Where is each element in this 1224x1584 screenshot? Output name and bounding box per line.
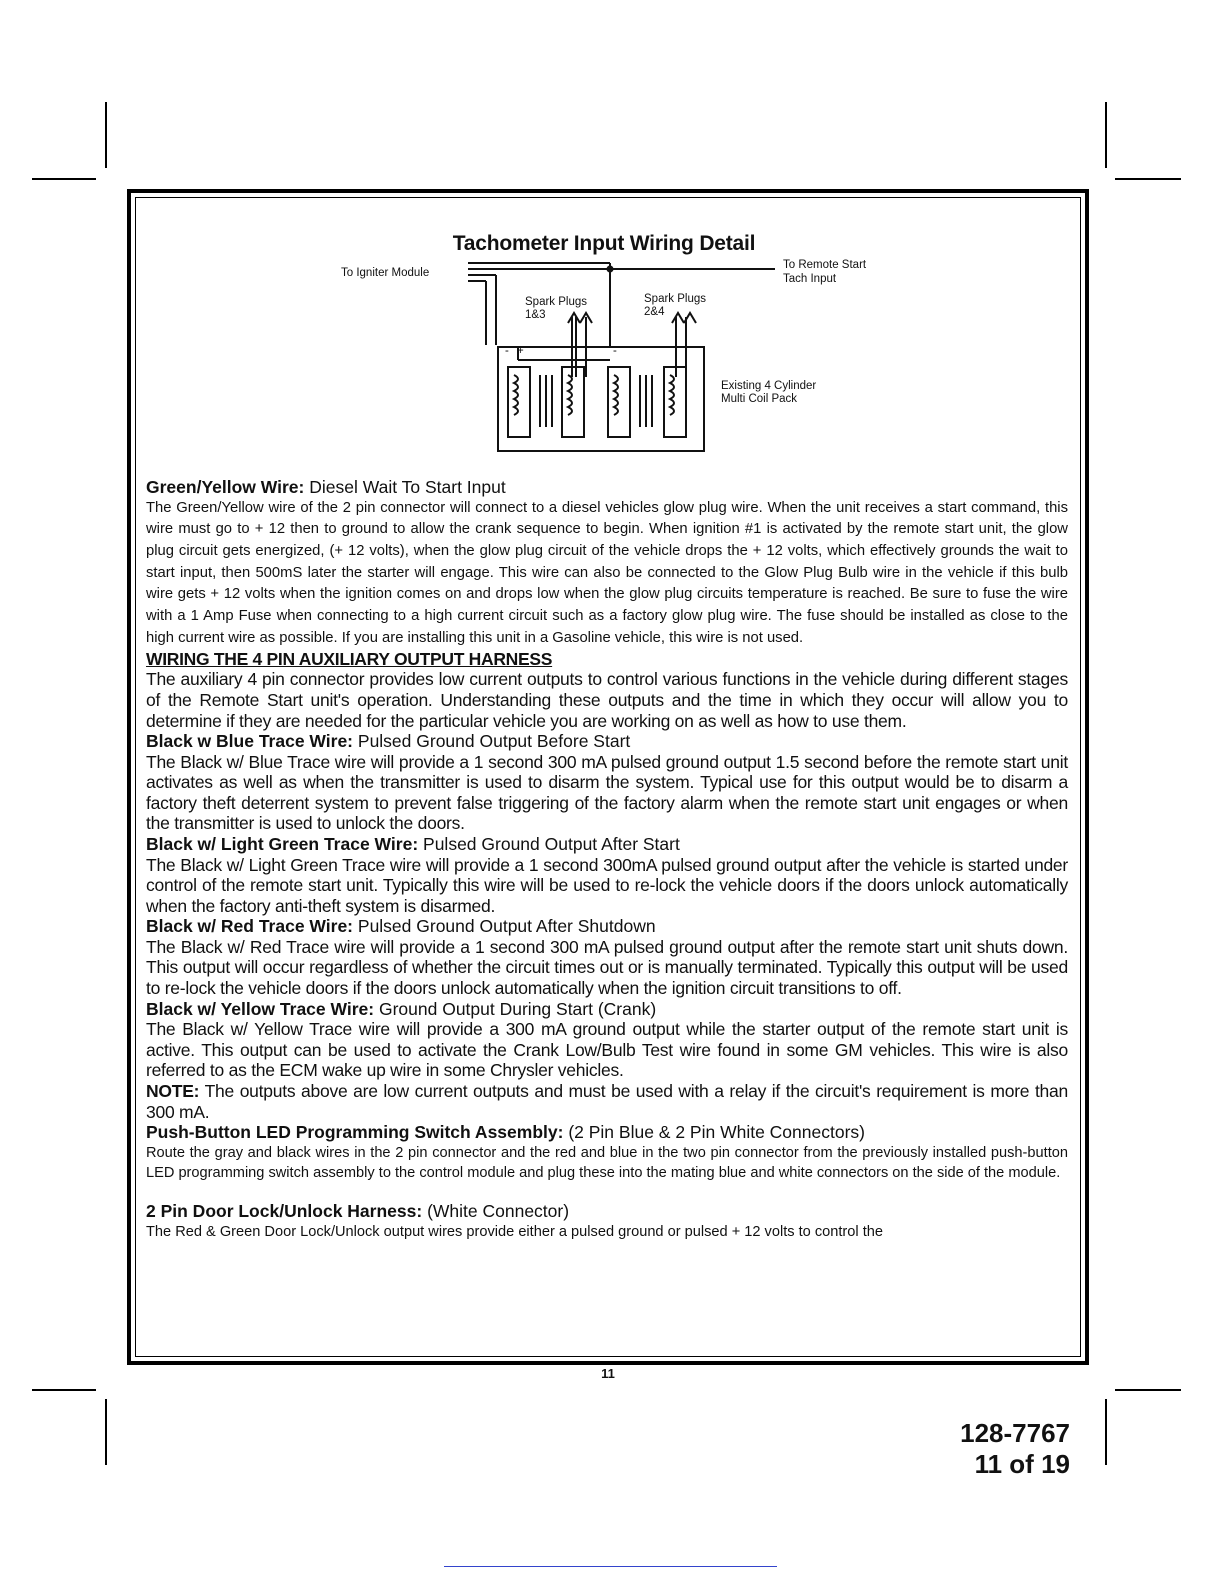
page-number: 11	[601, 1366, 615, 1381]
push-button-heading: Push-Button LED Programming Switch Assembly: (2 Pin Blue & 2 Pin White Connectors)	[146, 1122, 865, 1143]
crop-mark-bottom-left-h	[32, 1389, 96, 1391]
black-blue-heading: Black w Blue Trace Wire: Pulsed Ground Output Before Start	[146, 731, 631, 752]
black-red-text: The Black w/ Red Trace wire will provide a 1 second 300 mA pulsed ground output after the remote start unit shuts down. This output will occur regardless of whether the circuit times out or is manually terminated. Typically this output will be used to re-lock the vehicle doors if the doors unlock automatically when the ignition circuit transitions to off.	[146, 936, 1068, 999]
crop-mark-top-left-h	[32, 178, 96, 180]
crop-mark-top-right-h	[1115, 178, 1181, 180]
black-red-heading: Black w/ Red Trace Wire: Pulsed Ground Output After Shutdown	[146, 916, 656, 937]
black-yellow-text: The Black w/ Yellow Trace wire will provide a 300 mA ground output while the starter output of the remote start unit is active. This output can be used to activate the Crank Low/Bulb Test wire found in some GM vehicles. This wire is also referred to as the ECM wake up wire in some Chrysler vehicles.	[146, 1019, 1068, 1081]
label-plugs13-1: Spark Plugs	[525, 296, 588, 308]
black-lightgreen-heading: Black w/ Light Green Trace Wire: Pulsed Ground Output After Start	[146, 834, 680, 855]
label-remote-2: Tach Input	[783, 273, 837, 285]
label-plugs24-2: 2&4	[644, 306, 665, 318]
crop-mark-bottom-right-v	[1105, 1399, 1107, 1465]
label-coil-1: Existing 4 Cylinder	[721, 380, 817, 392]
crop-mark-top-left-v	[105, 102, 107, 168]
diagram-title: Tachometer Input Wiring Detail	[452, 232, 756, 255]
aux-harness-text: The auxiliary 4 pin connector provides low current outputs to control various functions in the vehicle during different stages of the Remote Start unit's operation. Understanding these outputs and the time in which they occur will allow you to determine if they are needed for the particular vehicle you are working on as well as how to use them.	[146, 669, 1068, 731]
black-lightgreen-text: The Black w/ Light Green Trace wire will provide a 1 second 300mA pulsed ground output after the vehicle is started under control of the remote start unit. Typically this wire will be used to re-lock the vehicle doors if the doors unlock automatically when the factory anti-theft system is disarmed.	[146, 854, 1068, 916]
note: NOTE: The outputs above are low current outputs and must be used with a relay if the circuit's requirement is more than 300 mA.	[146, 1080, 1069, 1122]
door-lock-text: The Red & Green Door Lock/Unlock output wires provide either a pulsed ground or pulsed + 12 volts to control the	[146, 1223, 883, 1240]
door-lock-heading: 2 Pin Door Lock/Unlock Harness: (White Connector)	[146, 1201, 570, 1222]
push-button-text: Route the gray and black wires in the 2 pin connector and the red and blue in the two pin connector from the previously installed push-button LED programming switch assembly to the control module and plug these into the mating blue and white connectors on the side of the module.	[146, 1144, 1068, 1181]
label-remote-1: To Remote Start	[783, 259, 867, 271]
crop-mark-bottom-left-v	[105, 1399, 107, 1465]
label-plugs24-1: Spark Plugs	[644, 293, 707, 305]
black-blue-text: The Black w/ Blue Trace wire will provide a 1 second 300 mA pulsed ground output 1.5 second before the remote start unit activates as well as when the transmitter is used to disarm the system. Typical use for this output would be to disarm a factory theft deterrent system to prevent false triggering of the factory alarm when the remote start unit engages or when the transmitter is used to unlock the doors.	[146, 751, 1068, 834]
green-yellow-heading: Green/Yellow Wire: Diesel Wait To Start Input	[146, 477, 506, 497]
document-id	[960, 1418, 1070, 1480]
crop-mark-bottom-right-h	[1115, 1389, 1181, 1391]
tach-wiring-diagram	[300, 255, 900, 455]
crop-mark-top-right-v	[1105, 102, 1107, 168]
label-sign-minus: -	[505, 345, 509, 357]
page-of: 11 of 19	[974, 1449, 1070, 1479]
page-content	[146, 477, 1068, 1242]
black-yellow-heading: Black w/ Yellow Trace Wire: Ground Output During Start (Crank)	[146, 998, 657, 1019]
label-plugs13-2: 1&3	[525, 309, 546, 321]
footer-link-line	[444, 1566, 777, 1567]
green-yellow-text: The Green/Yellow wire of the 2 pin connector will connect to a diesel vehicles glow plug wire. When the unit receives a start command, this wire must go to + 12 then to ground to allow the crank sequence to begin. When ignition #1 is activated by the remote start unit, the glow plug circuit gets energized, (+ 12 volts), when the glow plug circuit of the vehicle drops the + 12 volts, which effectively grounds the wait to start input, then 500mS later the starter will engage. This wire can also be connected to the Glow Plug Bulb wire in the vehicle if this bulb wire gets + 12 volts when the ignition comes on and drops low when the glow plug circuits temperature is reached. Be sure to fuse the wire with a 1 Amp Fuse when connecting to a high current circuit such as a factory glow plug wire. The fuse should be installed as close to the high current wire as possible. If you are installing this unit in a Gasoline vehicle, this wire is not used.	[146, 499, 1068, 646]
label-sign-plus: +	[517, 345, 524, 357]
aux-harness-heading: WIRING THE 4 PIN AUXILIARY OUTPUT HARNESS	[146, 649, 553, 670]
label-igniter: To Igniter Module	[341, 267, 430, 279]
label-sign-minus-2: -	[613, 345, 617, 357]
doc-number: 128-7767	[960, 1418, 1070, 1448]
label-coil-2: Multi Coil Pack	[721, 393, 798, 405]
